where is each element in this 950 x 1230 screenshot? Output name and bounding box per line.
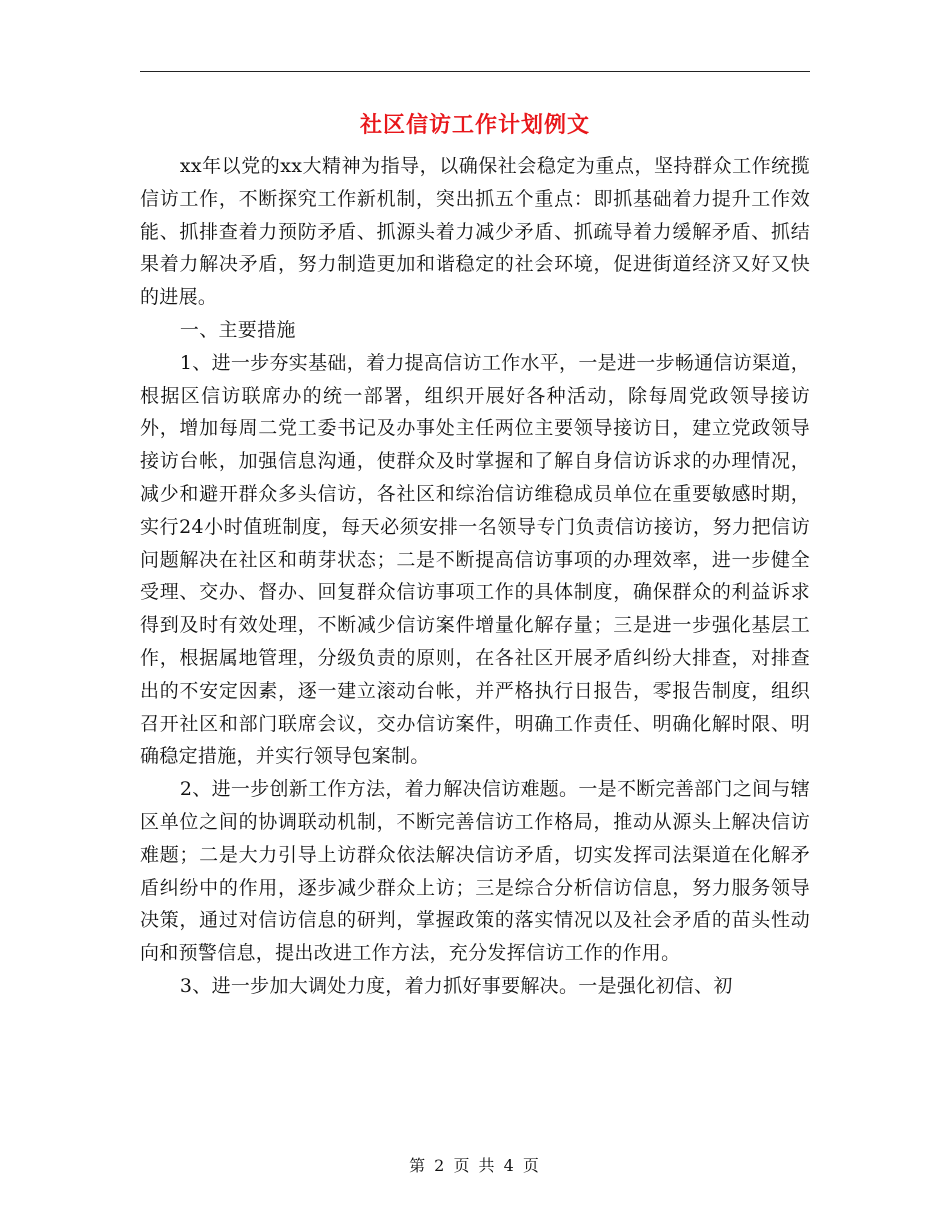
page-number-footer: 第 2 页 共 4 页 <box>409 1156 541 1175</box>
header-rule <box>140 71 810 72</box>
section-heading-main-measures: 一、主要措施 <box>179 318 296 341</box>
paragraph-measure-2: 2、进一步创新工作方法，着力解决信访难题。一是不断完善部门之间与辖区单位之间的协调联动机制，不断完善信访工作格局，推动从源头上解决信访难题；二是大力引导上访群众依法解决信访矛盾，切实发挥司法渠道在化解矛盾纠纷中的作用，逐步减少群众上访；三是综合分析信访信息，努力服务领导决策，通过对信访信息的研判，掌握政策的落实情况以及社会矛盾的苗头性动向和预警信息，提出改进工作方法，充分发挥信访工作的作用。 <box>140 778 810 965</box>
paragraph-measure-1: 1、进一步夯实基础，着力提高信访工作水平，一是进一步畅通信访渠道，根据区信访联席办的统一部署，组织开展好各种活动，除每周党政领导接访外，增加每周二党工委书记及办事处主任两位主要领导接访日，建立党政领导接访台帐，加强信息沟通，使群众及时掌握和了解自身信访诉求的办理情况，减少和避开群众多头信访，各社区和综治信访维稳成员单位在重要敏感时期，实行24小时值班制度，每天必须安排一名领导专门负责信访接访，努力把信访问题解决在社区和萌芽状态；二是不断提高信访事项的办理效率，进一步健全受理、交办、督办、回复群众信访事项工作的具体制度，确保群众的利益诉求得到及时有效处理，不断减少信访案件增量化解存量；三是进一步强化基层工作，根据属地管理，分级负责的原则，在各社区开展矛盾纠纷大排查，对排查出的不安定因素，逐一建立滚动台帐，并严格执行日报告，零报告制度，组织召开社区和部门联席会议，交办信访案件，明确工作责任、明确化解时限、明确稳定措施，并实行领导包案制。 <box>140 351 810 768</box>
paragraph-intro: xx年以党的xx大精神为指导，以确保社会稳定为重点，坚持群众工作统揽信访工作，不断探究工作新机制，突出抓五个重点：即抓基础着力提升工作效能、抓排查着力预防矛盾、抓源头着力减少矛盾、抓疏导着力缓解矛盾、抓结果着力解决矛盾，努力制造更加和谐稳定的社会环境，促进街道经济又好又快的进展。 <box>140 155 810 309</box>
document-body <box>140 150 810 1003</box>
document-title: 社区信访工作计划例文 <box>359 112 590 138</box>
paragraph-measure-3: 3、进一步加大调处力度，着力抓好事要解决。一是强化初信、初 <box>179 974 733 997</box>
